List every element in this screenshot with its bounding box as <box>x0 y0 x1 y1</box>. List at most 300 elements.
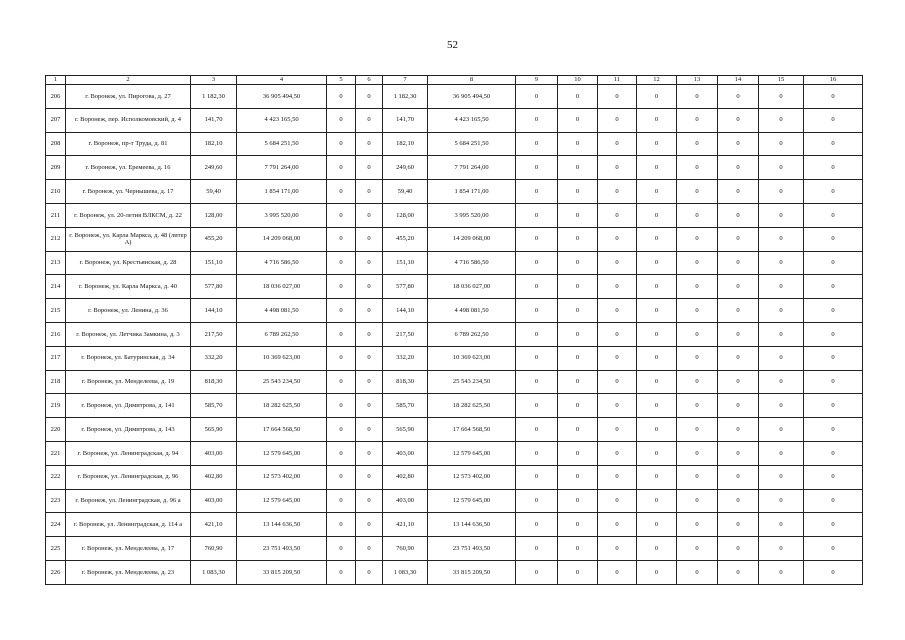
table-cell: 0 <box>759 299 804 323</box>
table-cell: 1 854 171,00 <box>237 180 327 204</box>
table-cell: 403,00 <box>191 441 237 465</box>
table-cell: 182,10 <box>383 132 428 156</box>
table-cell: 0 <box>718 108 759 132</box>
header-row <box>46 76 863 85</box>
address-cell: г. Воронеж, пр-т Труда, д. 81 <box>66 132 191 156</box>
table-row <box>46 394 863 418</box>
table-cell: 0 <box>516 156 558 180</box>
table-cell: 0 <box>598 489 637 513</box>
column-header: 4 <box>237 76 327 85</box>
table-row <box>46 441 863 465</box>
table-cell: 0 <box>598 513 637 537</box>
table-cell: 25 543 234,50 <box>428 370 516 394</box>
table-cell: 141,70 <box>191 108 237 132</box>
table-cell: 0 <box>677 394 718 418</box>
table-cell: 0 <box>598 85 637 109</box>
table-cell: 0 <box>718 465 759 489</box>
address-cell: г. Воронеж, ул. Ленинградская, д. 96 а <box>66 489 191 513</box>
table-cell: 0 <box>718 156 759 180</box>
table-cell: 0 <box>677 370 718 394</box>
table-cell: 0 <box>677 203 718 227</box>
table-cell: 0 <box>677 489 718 513</box>
table-cell: 0 <box>759 418 804 442</box>
column-header: 7 <box>383 76 428 85</box>
table-cell: 0 <box>598 251 637 275</box>
table-cell: 0 <box>558 513 598 537</box>
table-cell: 0 <box>804 275 863 299</box>
table-cell: 0 <box>804 513 863 537</box>
table-cell: 0 <box>804 85 863 109</box>
table-cell: 0 <box>677 537 718 561</box>
table-cell: 0 <box>637 180 677 204</box>
table-cell: 0 <box>558 299 598 323</box>
row-number: 213 <box>46 251 66 275</box>
table-cell: 1 182,30 <box>191 85 237 109</box>
table-cell: 818,30 <box>191 370 237 394</box>
row-number: 226 <box>46 560 66 584</box>
table-cell: 0 <box>558 346 598 370</box>
table-cell: 0 <box>637 346 677 370</box>
table-row <box>46 251 863 275</box>
table-cell: 0 <box>677 251 718 275</box>
table-cell: 0 <box>516 299 558 323</box>
table-cell: 0 <box>637 299 677 323</box>
table-cell: 403,00 <box>383 489 428 513</box>
table-cell: 0 <box>516 322 558 346</box>
data-table <box>45 75 863 585</box>
table-cell: 0 <box>804 441 863 465</box>
table-cell: 217,50 <box>191 322 237 346</box>
table-cell: 0 <box>804 251 863 275</box>
table-cell: 12 573 402,00 <box>237 465 327 489</box>
table-cell: 0 <box>718 275 759 299</box>
row-number: 211 <box>46 203 66 227</box>
table-cell: 0 <box>598 418 637 442</box>
table-row <box>46 418 863 442</box>
table-cell: 0 <box>759 441 804 465</box>
table-cell: 7 791 264,00 <box>237 156 327 180</box>
table-cell: 0 <box>516 370 558 394</box>
table-cell: 0 <box>327 251 356 275</box>
address-cell: г. Воронеж, ул. Димитрова, д. 143 <box>66 418 191 442</box>
table-cell: 0 <box>804 394 863 418</box>
column-header: 16 <box>804 76 863 85</box>
table-cell: 0 <box>637 132 677 156</box>
table-cell: 59,40 <box>383 180 428 204</box>
table-cell: 0 <box>598 132 637 156</box>
table-cell: 18 282 625,50 <box>237 394 327 418</box>
address-cell: г. Воронеж, ул. Летчика Замкина, д. 3 <box>66 322 191 346</box>
table-row <box>46 299 863 323</box>
table-cell: 0 <box>356 275 383 299</box>
address-cell: г. Воронеж, ул. Батуринская, д. 34 <box>66 346 191 370</box>
table-cell: 0 <box>718 203 759 227</box>
table-cell: 23 751 493,50 <box>237 537 327 561</box>
table-cell: 0 <box>558 203 598 227</box>
table-cell: 0 <box>718 251 759 275</box>
row-number: 208 <box>46 132 66 156</box>
table-cell: 0 <box>516 275 558 299</box>
table-cell: 0 <box>558 85 598 109</box>
table-cell: 0 <box>516 227 558 251</box>
table-cell: 0 <box>637 275 677 299</box>
row-number: 206 <box>46 85 66 109</box>
table-row <box>46 513 863 537</box>
table-cell: 0 <box>718 418 759 442</box>
table-cell: 0 <box>677 560 718 584</box>
table-cell: 0 <box>327 180 356 204</box>
table-cell: 0 <box>327 441 356 465</box>
table-cell: 249,60 <box>191 156 237 180</box>
address-cell: г. Воронеж, ул. Ленина, д. 36 <box>66 299 191 323</box>
table-cell: 0 <box>804 537 863 561</box>
table-row <box>46 560 863 584</box>
table-cell: 0 <box>804 560 863 584</box>
table-cell: 0 <box>598 203 637 227</box>
table-cell: 0 <box>677 85 718 109</box>
table-cell: 565,90 <box>191 418 237 442</box>
table-row <box>46 275 863 299</box>
table-row <box>46 370 863 394</box>
table-cell: 10 369 623,00 <box>237 346 327 370</box>
table-cell: 0 <box>327 275 356 299</box>
table-cell: 13 144 636,50 <box>428 513 516 537</box>
address-cell: г. Воронеж, ул. Менделеева, д. 17 <box>66 537 191 561</box>
table-cell: 0 <box>718 489 759 513</box>
row-number: 223 <box>46 489 66 513</box>
table-cell: 0 <box>637 394 677 418</box>
table-cell: 0 <box>598 537 637 561</box>
table-cell: 0 <box>327 156 356 180</box>
address-cell: г. Воронеж, ул. 20-летия ВЛКСМ, д. 22 <box>66 203 191 227</box>
address-cell: г. Воронеж, ул. Пирогова, д. 27 <box>66 85 191 109</box>
table-cell: 0 <box>759 227 804 251</box>
table-cell: 0 <box>718 346 759 370</box>
table-cell: 0 <box>718 560 759 584</box>
table-cell: 0 <box>327 489 356 513</box>
table-cell: 0 <box>598 156 637 180</box>
row-number: 218 <box>46 370 66 394</box>
table-cell: 0 <box>327 346 356 370</box>
table-cell: 4 716 586,50 <box>428 251 516 275</box>
table-cell: 0 <box>558 227 598 251</box>
table-cell: 0 <box>558 394 598 418</box>
table-cell: 585,70 <box>383 394 428 418</box>
table-cell: 0 <box>759 180 804 204</box>
column-header: 5 <box>327 76 356 85</box>
table-cell: 0 <box>637 537 677 561</box>
table-cell: 0 <box>327 227 356 251</box>
row-number: 219 <box>46 394 66 418</box>
address-cell: г. Воронеж, ул. Ленинградская, д. 94 <box>66 441 191 465</box>
table-cell: 0 <box>356 394 383 418</box>
table-cell: 0 <box>677 513 718 537</box>
address-cell: г. Воронеж, ул. Менделеева, д. 19 <box>66 370 191 394</box>
table-cell: 36 905 494,50 <box>237 85 327 109</box>
table-cell: 0 <box>327 394 356 418</box>
table-cell: 0 <box>718 85 759 109</box>
table-cell: 182,10 <box>191 132 237 156</box>
table-cell: 0 <box>677 180 718 204</box>
column-header: 9 <box>516 76 558 85</box>
table-cell: 59,40 <box>191 180 237 204</box>
table-cell: 0 <box>356 418 383 442</box>
table-cell: 0 <box>804 180 863 204</box>
table-cell: 6 789 262,50 <box>428 322 516 346</box>
table-cell: 0 <box>558 275 598 299</box>
table-cell: 3 995 520,00 <box>237 203 327 227</box>
table-cell: 0 <box>327 132 356 156</box>
table-cell: 0 <box>516 180 558 204</box>
table-cell: 0 <box>637 251 677 275</box>
table-cell: 4 423 165,50 <box>428 108 516 132</box>
table-cell: 0 <box>327 560 356 584</box>
table-cell: 0 <box>637 441 677 465</box>
table-cell: 0 <box>718 370 759 394</box>
table-cell: 33 815 209,50 <box>428 560 516 584</box>
column-header: 2 <box>66 76 191 85</box>
table-cell: 403,00 <box>191 489 237 513</box>
table-cell: 0 <box>598 346 637 370</box>
table-cell: 18 282 625,50 <box>428 394 516 418</box>
table-cell: 0 <box>637 203 677 227</box>
table-cell: 0 <box>327 203 356 227</box>
row-number: 209 <box>46 156 66 180</box>
table-cell: 0 <box>327 537 356 561</box>
table-cell: 0 <box>516 418 558 442</box>
table-cell: 1 083,30 <box>191 560 237 584</box>
table-cell: 0 <box>759 85 804 109</box>
table-cell: 577,80 <box>191 275 237 299</box>
table-cell: 0 <box>598 394 637 418</box>
address-cell: г. Воронеж, ул. Ленинградская, д. 96 <box>66 465 191 489</box>
table-cell: 0 <box>356 537 383 561</box>
table-cell: 0 <box>558 251 598 275</box>
table-cell: 151,10 <box>383 251 428 275</box>
table-cell: 5 684 251,50 <box>428 132 516 156</box>
table-cell: 0 <box>598 275 637 299</box>
table-cell: 144,10 <box>383 299 428 323</box>
row-number: 222 <box>46 465 66 489</box>
row-number: 225 <box>46 537 66 561</box>
table-cell: 0 <box>637 85 677 109</box>
table-cell: 0 <box>516 251 558 275</box>
table-cell: 0 <box>637 108 677 132</box>
table-cell: 128,00 <box>191 203 237 227</box>
table-cell: 332,20 <box>383 346 428 370</box>
column-header: 12 <box>637 76 677 85</box>
table-cell: 0 <box>804 132 863 156</box>
table-cell: 6 789 262,50 <box>237 322 327 346</box>
address-cell: г. Воронеж, ул. Менделеева, д. 23 <box>66 560 191 584</box>
page-number: 52 <box>447 39 458 51</box>
table-cell: 0 <box>327 513 356 537</box>
table-cell: 0 <box>637 513 677 537</box>
table-cell: 5 684 251,50 <box>237 132 327 156</box>
address-cell: г. Воронеж, ул. Карла Маркса, д. 40 <box>66 275 191 299</box>
table-row <box>46 489 863 513</box>
table-cell: 0 <box>598 108 637 132</box>
table-cell: 0 <box>759 537 804 561</box>
table-cell: 1 083,30 <box>383 560 428 584</box>
row-number: 224 <box>46 513 66 537</box>
table-cell: 0 <box>637 156 677 180</box>
table-cell: 0 <box>327 418 356 442</box>
table-cell: 0 <box>356 108 383 132</box>
table-cell: 0 <box>637 560 677 584</box>
column-header: 1 <box>46 76 66 85</box>
table-cell: 0 <box>637 418 677 442</box>
table-cell: 0 <box>598 560 637 584</box>
table-cell: 33 815 209,50 <box>237 560 327 584</box>
table-cell: 0 <box>327 299 356 323</box>
column-header: 3 <box>191 76 237 85</box>
table-cell: 0 <box>718 132 759 156</box>
table-cell: 0 <box>558 465 598 489</box>
table-cell: 402,80 <box>191 465 237 489</box>
table-cell: 0 <box>677 156 718 180</box>
table-cell: 4 498 081,50 <box>237 299 327 323</box>
table-cell: 332,20 <box>191 346 237 370</box>
table-cell: 18 036 027,00 <box>237 275 327 299</box>
table-cell: 577,80 <box>383 275 428 299</box>
table-row <box>46 180 863 204</box>
table-cell: 0 <box>718 299 759 323</box>
table-cell: 12 579 645,00 <box>428 489 516 513</box>
table-cell: 0 <box>327 322 356 346</box>
table-cell: 402,80 <box>383 465 428 489</box>
table-cell: 12 573 402,00 <box>428 465 516 489</box>
table-cell: 3 995 520,00 <box>428 203 516 227</box>
table-cell: 0 <box>356 180 383 204</box>
row-number: 217 <box>46 346 66 370</box>
table-row <box>46 85 863 109</box>
table-cell: 0 <box>356 513 383 537</box>
table-cell: 0 <box>759 156 804 180</box>
table-cell: 4 423 165,50 <box>237 108 327 132</box>
table-cell: 0 <box>804 370 863 394</box>
table-cell: 36 905 494,50 <box>428 85 516 109</box>
table-cell: 0 <box>558 132 598 156</box>
table-row <box>46 322 863 346</box>
table-cell: 421,10 <box>191 513 237 537</box>
table-cell: 12 579 645,00 <box>428 441 516 465</box>
table-cell: 0 <box>677 441 718 465</box>
table-cell: 0 <box>516 132 558 156</box>
table-cell: 0 <box>516 108 558 132</box>
table-cell: 0 <box>637 322 677 346</box>
table-cell: 14 209 068,00 <box>237 227 327 251</box>
table-cell: 455,20 <box>191 227 237 251</box>
row-number: 221 <box>46 441 66 465</box>
table-cell: 0 <box>637 227 677 251</box>
table-cell: 455,20 <box>383 227 428 251</box>
column-header: 10 <box>558 76 598 85</box>
table-cell: 0 <box>804 489 863 513</box>
table-cell: 585,70 <box>191 394 237 418</box>
table-cell: 0 <box>516 489 558 513</box>
address-cell: г. Воронеж, ул. Ленинградская, д. 114 а <box>66 513 191 537</box>
table-cell: 0 <box>356 227 383 251</box>
table-cell: 12 579 645,00 <box>237 489 327 513</box>
table-cell: 0 <box>637 370 677 394</box>
table-cell: 141,70 <box>383 108 428 132</box>
table-cell: 0 <box>356 85 383 109</box>
table-cell: 151,10 <box>191 251 237 275</box>
table-cell: 0 <box>804 227 863 251</box>
table-cell: 0 <box>558 180 598 204</box>
table-cell: 0 <box>327 370 356 394</box>
table-cell: 0 <box>759 203 804 227</box>
table-row <box>46 108 863 132</box>
table-cell: 0 <box>598 441 637 465</box>
table-cell: 10 369 623,00 <box>428 346 516 370</box>
table-cell: 0 <box>759 251 804 275</box>
table-cell: 0 <box>718 394 759 418</box>
table-row <box>46 537 863 561</box>
table-cell: 0 <box>516 394 558 418</box>
table-row <box>46 346 863 370</box>
table-cell: 0 <box>516 513 558 537</box>
table-cell: 0 <box>327 108 356 132</box>
table-cell: 760,90 <box>383 537 428 561</box>
table-cell: 17 664 568,50 <box>237 418 327 442</box>
table-cell: 0 <box>759 513 804 537</box>
table-cell: 0 <box>558 560 598 584</box>
table-cell: 0 <box>718 180 759 204</box>
table-cell: 0 <box>516 441 558 465</box>
table-cell: 144,10 <box>191 299 237 323</box>
table-cell: 0 <box>677 108 718 132</box>
table-cell: 7 791 264,00 <box>428 156 516 180</box>
table-cell: 0 <box>356 346 383 370</box>
table-cell: 0 <box>558 441 598 465</box>
table-cell: 249,60 <box>383 156 428 180</box>
table-cell: 0 <box>759 108 804 132</box>
table-cell: 0 <box>677 275 718 299</box>
table-cell: 0 <box>356 203 383 227</box>
table-cell: 4 498 081,50 <box>428 299 516 323</box>
row-number: 210 <box>46 180 66 204</box>
table-cell: 23 751 493,50 <box>428 537 516 561</box>
column-header: 14 <box>718 76 759 85</box>
table-cell: 0 <box>558 489 598 513</box>
table-cell: 0 <box>804 346 863 370</box>
row-number: 207 <box>46 108 66 132</box>
table-cell: 0 <box>558 108 598 132</box>
table-cell: 0 <box>759 132 804 156</box>
table-cell: 0 <box>804 465 863 489</box>
table-cell: 0 <box>718 227 759 251</box>
row-number: 215 <box>46 299 66 323</box>
table-cell: 0 <box>677 132 718 156</box>
table-cell: 0 <box>598 465 637 489</box>
column-header: 13 <box>677 76 718 85</box>
table-cell: 0 <box>718 537 759 561</box>
table-cell: 0 <box>356 251 383 275</box>
table-cell: 17 664 568,50 <box>428 418 516 442</box>
table-cell: 1 182,30 <box>383 85 428 109</box>
table-row <box>46 227 863 251</box>
table-cell: 0 <box>356 465 383 489</box>
table-cell: 0 <box>356 489 383 513</box>
table-cell: 0 <box>516 537 558 561</box>
table-cell: 0 <box>804 322 863 346</box>
table-cell: 0 <box>598 370 637 394</box>
table-row <box>46 132 863 156</box>
table-cell: 0 <box>637 489 677 513</box>
table-cell: 0 <box>598 299 637 323</box>
